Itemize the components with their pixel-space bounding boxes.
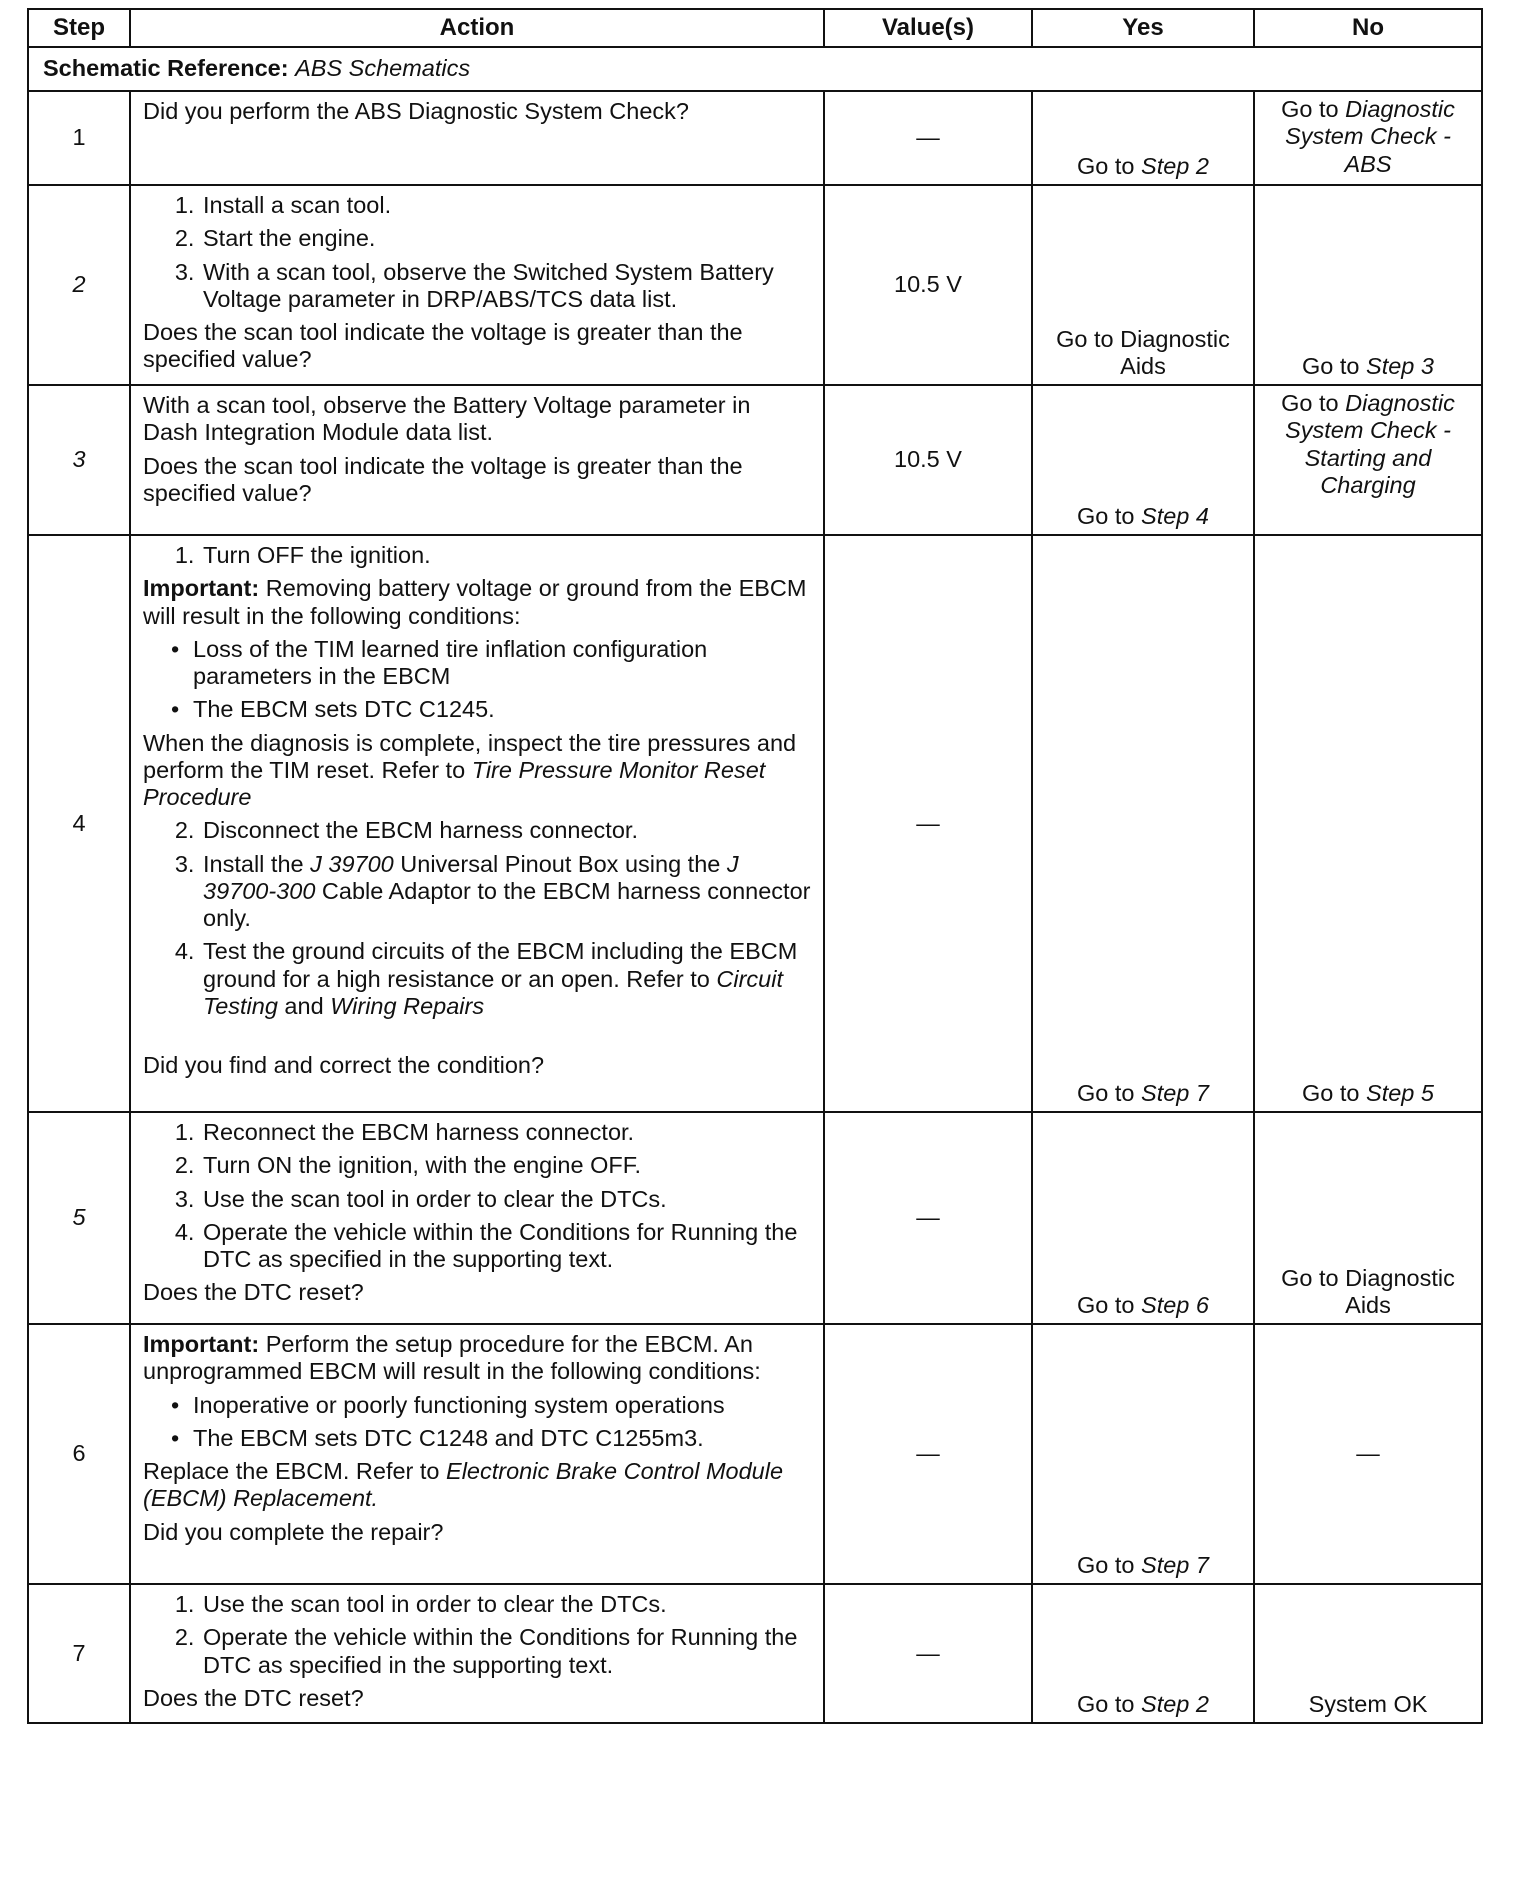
list-item: 1. Install a scan tool. [201, 192, 811, 219]
list-item [201, 938, 811, 1020]
yes-prefix: Go to [1077, 502, 1142, 529]
item-text: Universal Pinout Box using the [393, 850, 727, 877]
important-label: Important: [143, 575, 260, 602]
action-cell [130, 91, 824, 185]
table-row [28, 535, 1482, 1112]
table-row [28, 1112, 1482, 1324]
action-text: With a scan tool, observe the Battery Voltage parameter in Dash Integration Module data list. [143, 392, 751, 446]
no-cell: System OK [1254, 1584, 1482, 1723]
condition-list [143, 636, 811, 724]
schematic-label: Schematic Reference: [43, 55, 289, 82]
no-prefix: Go to [1281, 96, 1346, 122]
list-item: 3. With a scan tool, observe the Switched System Battery Voltage parameter in DRP/ABS/TCS data list. [201, 259, 811, 314]
action-question: Did you find and correct the condition? [143, 1052, 545, 1078]
yes-link[interactable]: Step 7 [1141, 1079, 1209, 1106]
yes-cell [1032, 1584, 1254, 1723]
replace-note [143, 1458, 811, 1513]
important-text: Removing battery voltage or ground from the EBCM will result in the following conditions: [143, 575, 807, 629]
item-text: Test the ground circuits of the EBCM including the EBCM ground for a high resistance or an open. Refer to [203, 938, 798, 992]
list-item: • Loss of the TIM learned tire inflation configuration parameters in the EBCM [193, 636, 811, 691]
condition-list [143, 1392, 811, 1453]
yes-prefix: Go to [1077, 1079, 1142, 1106]
yes-cell [1032, 385, 1254, 535]
yes-link[interactable]: Step 7 [1141, 1551, 1209, 1578]
list-item: 1. Use the scan tool in order to clear the DTCs. [201, 1591, 811, 1618]
action-question: Did you complete the repair? [143, 1518, 444, 1545]
action-question: Does the scan tool indicate the voltage is greater than the specified value? [143, 319, 743, 373]
list-item [201, 851, 811, 933]
header-action: Action [130, 9, 824, 47]
list-item: 3. Use the scan tool in order to clear the DTCs. [201, 1186, 811, 1213]
important-note [143, 575, 811, 630]
yes-link[interactable]: Step 6 [1141, 1291, 1209, 1318]
step-number-text: 2 [72, 271, 86, 298]
value-cell: — [824, 1324, 1032, 1584]
no-cell [1254, 385, 1482, 535]
circuit-testing-link[interactable]: Circuit Testing [203, 965, 783, 1019]
item-text: Cable Adaptor to the EBCM harness connector only. [203, 877, 811, 931]
no-cell [1254, 185, 1482, 385]
step-number: 4 [28, 535, 130, 1112]
no-cell [1254, 535, 1482, 1112]
step-number [28, 385, 130, 535]
value-cell: 10.5 V [824, 385, 1032, 535]
step-number: 6 [28, 1324, 130, 1584]
value-cell: 10.5 V [824, 185, 1032, 385]
yes-prefix: Go to [1077, 1291, 1142, 1318]
tim-note-text: When the diagnosis is complete, inspect the tire pressures and perform the TIM reset. Refer to [143, 729, 797, 783]
action-cell [130, 385, 824, 535]
action-cell [130, 535, 824, 1112]
no-prefix: Go to [1281, 390, 1346, 416]
wiring-repairs-link[interactable]: Wiring Repairs [330, 992, 485, 1019]
no-cell [1254, 91, 1482, 185]
value-cell: — [824, 535, 1032, 1112]
tool-link[interactable]: J 39700 [310, 850, 394, 877]
step-number-text: 5 [72, 1204, 86, 1231]
table-row [28, 385, 1482, 535]
step-number: 1 [28, 91, 130, 185]
header-row [28, 9, 1482, 47]
action-question: Does the DTC reset? [143, 1279, 364, 1306]
list-item: 2. Operate the vehicle within the Conditions for Running the DTC as specified in the supporting text. [201, 1624, 811, 1679]
schematic-link[interactable]: ABS Schematics [295, 55, 471, 82]
header-values: Value(s) [824, 9, 1032, 47]
list-item: 4. Operate the vehicle within the Conditions for Running the DTC as specified in the supporting text. [201, 1219, 811, 1274]
step-number-text: 3 [72, 446, 86, 473]
schematic-reference [28, 47, 1482, 91]
list-item: • The EBCM sets DTC C1245. [193, 696, 811, 723]
header-yes: Yes [1032, 9, 1254, 47]
step-number: 7 [28, 1584, 130, 1723]
step-number [28, 1112, 130, 1324]
yes-link[interactable]: Go to Diagnostic Aids [1056, 325, 1230, 379]
yes-cell [1032, 535, 1254, 1112]
list-item: • The EBCM sets DTC C1248 and DTC C1255m3. [193, 1425, 811, 1452]
value-cell: — [824, 1112, 1032, 1324]
action-question: Does the DTC reset? [143, 1684, 364, 1711]
tim-note [143, 730, 811, 812]
table-row [28, 1324, 1482, 1584]
action-list [143, 542, 811, 569]
replace-text: Replace the EBCM. Refer to [143, 1458, 447, 1484]
schematic-row [28, 47, 1482, 91]
yes-link[interactable]: Step 2 [1141, 1690, 1209, 1717]
table-row [28, 185, 1482, 385]
value-cell: — [824, 91, 1032, 185]
action-question: Did you perform the ABS Diagnostic System Check? [143, 98, 689, 124]
tim-reset-link[interactable]: Tire Pressure Monitor Reset Procedure [143, 756, 766, 810]
yes-cell [1032, 91, 1254, 185]
action-cell [130, 1584, 824, 1723]
yes-prefix: Go to [1077, 152, 1142, 179]
item-text: and [277, 992, 331, 1019]
step-number [28, 185, 130, 385]
action-cell [130, 185, 824, 385]
no-prefix: Go to [1302, 352, 1367, 379]
table-row [28, 91, 1482, 185]
no-link[interactable]: Step 3 [1366, 352, 1434, 379]
important-text: Perform the setup procedure for the EBCM. An unprogrammed EBCM will result in the following conditions: [143, 1331, 761, 1385]
no-link[interactable]: Go to Diagnostic Aids [1281, 1264, 1455, 1318]
yes-cell [1032, 1112, 1254, 1324]
action-list [143, 1591, 811, 1679]
ebcm-replacement-link[interactable]: Electronic Brake Control Module (EBCM) Replacement. [143, 1458, 784, 1512]
table-row [28, 1584, 1482, 1723]
tool-link[interactable]: J 39700-300 [203, 850, 739, 904]
list-item: 1. Turn OFF the ignition. [201, 542, 811, 569]
action-list [143, 817, 811, 1020]
important-label: Important: [143, 1331, 260, 1357]
item-text: Install the [203, 850, 311, 877]
no-cell [1254, 1112, 1482, 1324]
action-cell [130, 1112, 824, 1324]
list-item: • Inoperative or poorly functioning system operations [193, 1392, 811, 1419]
list-item: 2. Turn ON the ignition, with the engine OFF. [201, 1152, 811, 1179]
action-list [143, 1119, 811, 1273]
no-link[interactable]: Step 5 [1366, 1079, 1434, 1106]
action-cell [130, 1324, 824, 1584]
yes-cell [1032, 185, 1254, 385]
no-cell: — [1254, 1324, 1482, 1584]
yes-prefix: Go to [1077, 1690, 1142, 1717]
yes-cell [1032, 1324, 1254, 1584]
yes-link[interactable]: Step 2 [1141, 152, 1209, 179]
list-item: 2. Start the engine. [201, 225, 811, 252]
header-step: Step [28, 9, 130, 47]
no-link[interactable]: Diagnostic System Check - Starting and Charging [1285, 390, 1455, 498]
yes-prefix: Go to [1077, 1551, 1142, 1578]
list-item: 1. Reconnect the EBCM harness connector. [201, 1119, 811, 1146]
value-cell: — [824, 1584, 1032, 1723]
action-question: Does the scan tool indicate the voltage is greater than the specified value? [143, 452, 743, 506]
yes-link[interactable]: Step 4 [1141, 502, 1209, 529]
no-prefix: Go to [1302, 1079, 1367, 1106]
diagnostic-table [27, 8, 1483, 1724]
action-list [143, 192, 811, 313]
important-note [143, 1331, 811, 1386]
header-no: No [1254, 9, 1482, 47]
no-link[interactable]: Diagnostic System Check - ABS [1285, 96, 1455, 177]
list-item: 2. Disconnect the EBCM harness connector. [201, 817, 811, 844]
